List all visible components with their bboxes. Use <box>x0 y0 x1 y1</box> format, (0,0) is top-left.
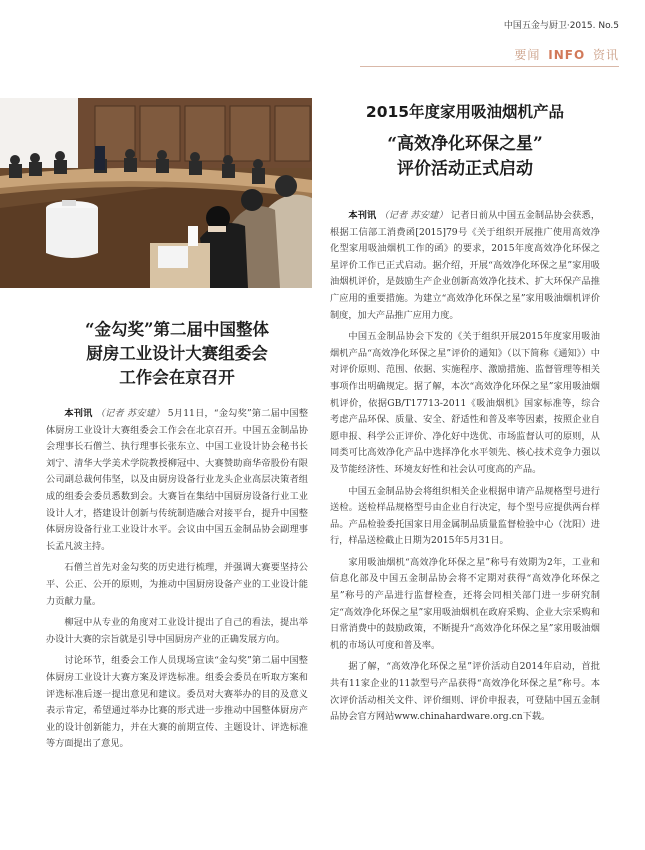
right-article-subtitle <box>330 132 600 182</box>
left-title-line-2: 厨房工业设计大赛组委会 <box>86 344 268 363</box>
section-divider <box>360 66 619 67</box>
left-paragraph: 讨论环节，组委会工作人员现场宣读“金勾奖”第二届中国整体厨房工业设计大赛方案及评选标准。组委会委员在听取方案和评选标准后逐一提出意见和建议。委员对大赛举办的目的及意义表示肯定，希望通过举办比赛的形式进一步推动中国整体厨房产业的设计创新能力，并在大赛的前期宣传、主题设计、评选标准等方面提出了意见。 <box>46 655 308 750</box>
right-byline-author: （记者 苏安建） <box>379 210 448 221</box>
right-paragraph: 据了解，“高效净化环保之星”评价活动自2014年启动，首批共有11家企业的11款型号产品获得“高效净化环保之星”称号。本次评价活动相关文件、评价细则、评价申报表，可登陆中国五金制品协会官方网站www.chinahardware.org.cn下载。 <box>330 661 600 723</box>
right-paragraph-text: 记者日前从中国五金制品协会获悉，根据工信部工消费函[2015]79号《关于组织开展推广使用高效净化型家用吸油烟机工作的函》的要求，2015年度高效净化环保之星评价工作已正式启动。据介绍，开展“高效净化环保之星”家用吸油烟机评价，是鼓励生产企业创新高效净化技术、扩大环保产品推广应用的重要措施。为建立“高效净化环保之星”家用吸油烟机评价制度，加大产品推广应用力度。 <box>330 210 601 321</box>
left-paragraph <box>46 406 308 555</box>
right-subtitle-line-1: “高效净化环保之星” <box>387 134 543 154</box>
left-article-title <box>46 318 308 390</box>
right-subtitle-line-2: 评价活动正式启动 <box>397 159 533 179</box>
left-byline-author: （记者 苏安建） <box>95 408 165 419</box>
section-tag-en: INFO <box>548 48 586 62</box>
right-paragraph: 中国五金制品协会下发的《关于组织开展2015年度家用吸油烟机产品“高效净化环保之星”评价的通知》（以下简称《通知》）中对评价原则、范围、依据、实施程序、激励措施、监督管理等相关事项作出明确规定。据了解，本次“高效净化环保之星”家用吸油烟机评价，依据GB/T17713-2011《吸油烟机》国家标准等，综合考虑产品环保、质量、安全、舒适性和普及率等因素，按照企业自愿申报、科学公正评价、净化好中选优、市场监督认可的原则，从同类可比高效净化产品中选择净化水平领先、核心技术竞争力强以及节能经济性、环境友好性和社会认可度高的产品。 <box>330 331 600 475</box>
right-paragraph: 中国五金制品协会将组织相关企业根据申请产品规格型号进行送检。送检样品规格型号由企业自行决定，每个型号应提供两台样品。产品检验委托国家日用金属制品质量监督检验中心（沈阳）进行，样品送检截止日期为2015年5月31日。 <box>330 485 600 547</box>
meeting-photo <box>0 98 312 288</box>
right-paragraph <box>330 208 600 324</box>
right-paragraph: 家用吸油烟机“高效净化环保之星”称号有效期为2年，工业和信息化部及中国五金制品协会将不定期对获得“高效净化环保之星”称号的产品进行监督检查，还将会同相关部门进一步研究制定“高效净化环保之星”家用吸油烟机在政府采购、企业大宗采购和日常消费中的鼓励政策，不断提升“高效净化环保之星”家用吸油烟机的市场认可度和普及率。 <box>330 556 600 651</box>
left-byline: 本刊讯 <box>64 408 93 419</box>
left-paragraph: 柳冠中从专业的角度对工业设计提出了自己的看法，提出举办设计大赛的宗旨就是引导中国厨房产业的正确发展方向。 <box>46 617 308 645</box>
left-paragraph: 石僧兰首先对金勾奖的历史进行梳理，并强调大赛要坚持公平、公正、公开的原则，为推动中国厨房设备产业的工业设计能力贡献力量。 <box>46 562 308 607</box>
section-tag <box>514 46 619 63</box>
left-title-line-1: “金勾奖”第二届中国整体 <box>85 320 269 339</box>
journal-issue-label: 中国五金与厨卫·2015. No.5 <box>503 21 619 31</box>
left-title-line-3: 工作会在京召开 <box>119 368 235 387</box>
section-tag-cn: 要闻 <box>514 48 541 62</box>
right-article-title: 2015年度家用吸油烟机产品 <box>365 103 565 121</box>
right-byline: 本刊讯 <box>348 210 377 221</box>
right-article <box>330 100 600 731</box>
left-article <box>46 318 308 758</box>
section-tag-cn2: 资讯 <box>592 48 619 62</box>
left-paragraph-text: 5月11日，“金勾奖”第二届中国整体厨房工业设计大赛组委会工作会在北京召开。中国五金制品协会理事长石僧兰、执行理事长张东立、中国工业设计协会秘书长刘宁、清华大学美术学院教授柳冠中、大赛赞助商华帝股份有限公司副总裁何伟坚，以及由厨房设备行业龙头企业高层决策者组成的组委会委员悉数到会。大赛旨在集结中国厨房设备行业工业设计人才，搭建设计创新与传统制造融合对接平台，提升中国整体厨房设备行业工业设计水平。会议由中国五金制品协会副理事长孟凡波主持。 <box>46 408 309 552</box>
